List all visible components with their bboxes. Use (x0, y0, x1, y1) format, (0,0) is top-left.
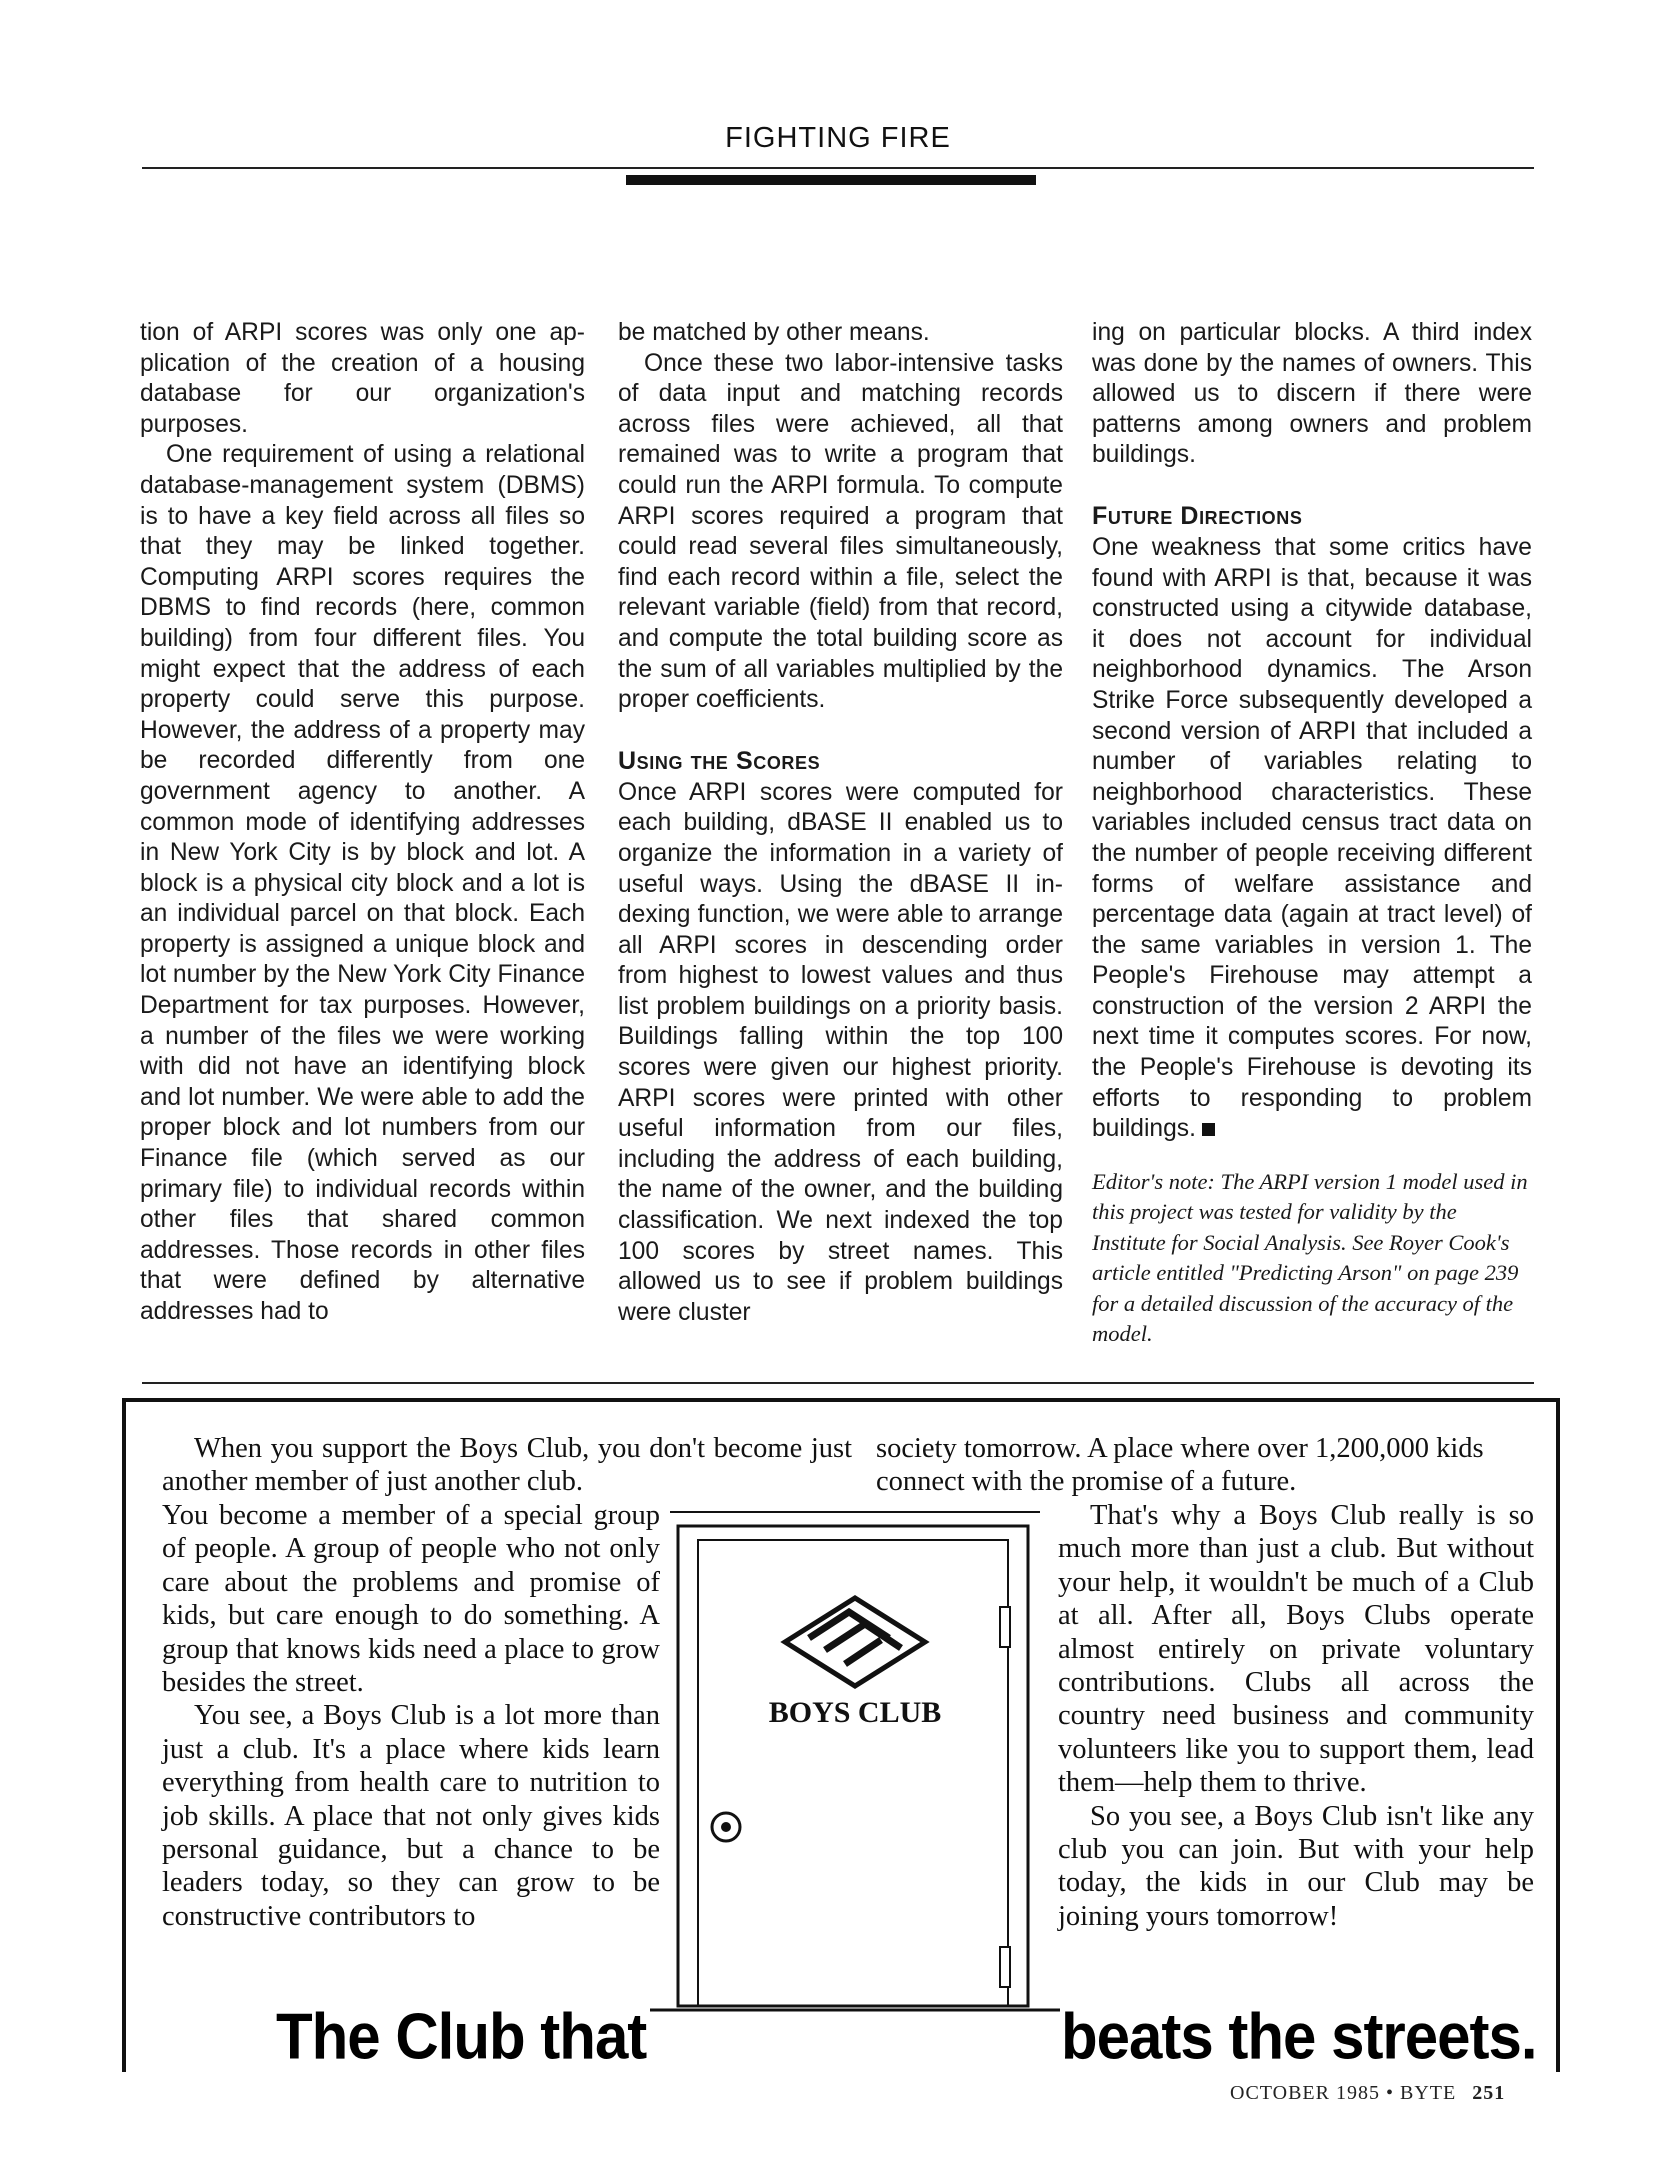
section-heading: Using the Scores (618, 746, 821, 775)
ad-paragraph: That's why a Boys Club really is so much more than just a club. But without your help, it wouldn't be much of a Club at all. After all, Boys Clubs operate almost entirely on private voluntary contributions. Clubs all across the country need business and community volunteers like you to support them, lead them—help them to thrive. (1058, 1500, 1534, 1799)
article-column-3 (1092, 318, 1532, 1350)
paragraph: Once these two labor-intensive tasks of data input and matching records across files were achieved, all that remained was to write a program that could run the ARPI formula. To compute ARPI scores required a program that could read several files simultaneously, find each record within a file, select the relevant variable (field) from that record, and compute the total building score as the sum of all variables multiplied by the proper coefficients. (618, 349, 1063, 714)
boys-club-logo-icon (785, 1598, 925, 1686)
ad-separator-rule (142, 1382, 1534, 1384)
ad-paragraph: When you support the Boys Club, you don't become just another member of just another club. (162, 1433, 852, 1498)
logo-text: BOYS CLUB (768, 1696, 942, 1729)
end-mark-icon (1202, 1123, 1215, 1136)
ad-left-column (162, 1499, 660, 1933)
ad-paragraph: society tomorrow. A place where over 1,200,000 kids connect with the promise of a future. (876, 1433, 1484, 1498)
boys-club-advertisement (122, 1398, 1560, 2072)
page-number: 251 (1472, 2082, 1506, 2104)
ad-paragraph: You see, a Boys Club is a lot more than just a club. It's a place where kids learn everything from health care to nutrition to job skills. A place that not only gives kids personal guidance, but a chance to be leaders today, so they can grow to be constructive contributors to (162, 1700, 660, 1932)
door-illustration (650, 1502, 1060, 2022)
tagline-left: The Club that (276, 2000, 647, 2073)
paragraph: tion of ARPI scores was only one application of the creation of a housing database for our organization's purposes. (140, 319, 585, 438)
issue-label: OCTOBER 1985 • BYTE (1230, 2082, 1457, 2104)
article-column-1 (140, 318, 585, 1328)
paragraph: Once ARPI scores were computed for each building, dBASE II enabled us to organize the information in a variety of useful ways. Using the dBASE II indexing function, we were able to arrange all ARPI scores in descending order from highest to lowest values and thus list problem buildings on a priority basis. Buildings falling within the top 100 scores were given our highest priority. ARPI scores were printed with other useful information from our files, including the address of each building, the name of the owner, and the building classification. We next indexed the top 100 scores by street names. This allowed us to see if problem buildings were cluster (618, 778, 1063, 1326)
paragraph: ing on particular blocks. A third index was done by the names of owners. This allowed us to discern if there were patterns among owners and problem buildings. (1092, 319, 1532, 469)
ad-intro-text (162, 1432, 852, 1499)
ad-right-column (1058, 1499, 1534, 1933)
article-column-2 (618, 318, 1063, 1328)
paragraph: One requirement of using a relational database-management system (DBMS) is to have a key field across all files so that they may be linked together. Computing ARPI scores requires the DBMS to find records (here, common building) from four different files. You might expect that the address of each property could serve this purpose. However, the address of a property may be recorded differently from one government agency to another. A common mode of identifying addresses in New York City is by block and lot. A block is a physical city block and a lot is an individual parcel on that block. Each property is assigned a unique block and lot number by the New York City Finance Department for tax purposes. However, a number of the files we were working with did not have an identifying block and lot number. We were able to add the proper block and lot numbers from our Finance file (which served as our primary file) to individual records within other files that shared common addresses. Those records in other files that were defined by alternative addresses had to (140, 441, 585, 1325)
door-hinge (1000, 1607, 1010, 1647)
door-panel (698, 1540, 1008, 2006)
paragraph (1092, 533, 1532, 1145)
ad-intro-continued (876, 1432, 1536, 1499)
page-footer (1230, 2082, 1505, 2105)
ad-paragraph: You become a member of a special group of people. A group of people who not only care about the problems and promise of kids, but care enough to do something. A group that knows kids need a place to grow besides the street. (162, 1500, 660, 1699)
section-heading: Future Directions (1092, 501, 1303, 530)
paragraph-text: One weakness that some critics have found with ARPI is that, because it was constructed using a citywide database, it does not account for individual neighborhood dynamics. The Arson Strike Force subsequently developed a second version of ARPI that included a number of variables relating to neighborhood characteristics. These variables included census tract data on the number of people receiving different forms of welfare assistance and percentage data (again at tract level) of the same variables in version 1. The People's Firehouse may attempt a construction of the version 2 ARPI the next time it computes scores. For now, the People's Firehouse is devoting its efforts to responding to problem buildings. (1092, 533, 1532, 1143)
header-rule (142, 167, 1534, 169)
editor-note: Editor's note: The ARPI version 1 model used in this project was tested for validity by the Institute for Social Analysis. See Royer Cook's article entitled "Predicting Arson" on page 239 for a detailed discussion of the accuracy of the model. (1092, 1168, 1528, 1347)
paragraph: be matched by other means. (618, 319, 930, 346)
header-thick-rule (626, 175, 1036, 185)
ad-paragraph: So you see, a Boys Club isn't like any club you can join. But with your help today, the kids in our Club may be joining yours tomorrow! (1058, 1800, 1534, 1932)
tagline-right: beats the streets. (1061, 2000, 1537, 2073)
running-head: FIGHTING FIRE (725, 122, 951, 154)
door-hinge (1000, 1947, 1010, 1987)
